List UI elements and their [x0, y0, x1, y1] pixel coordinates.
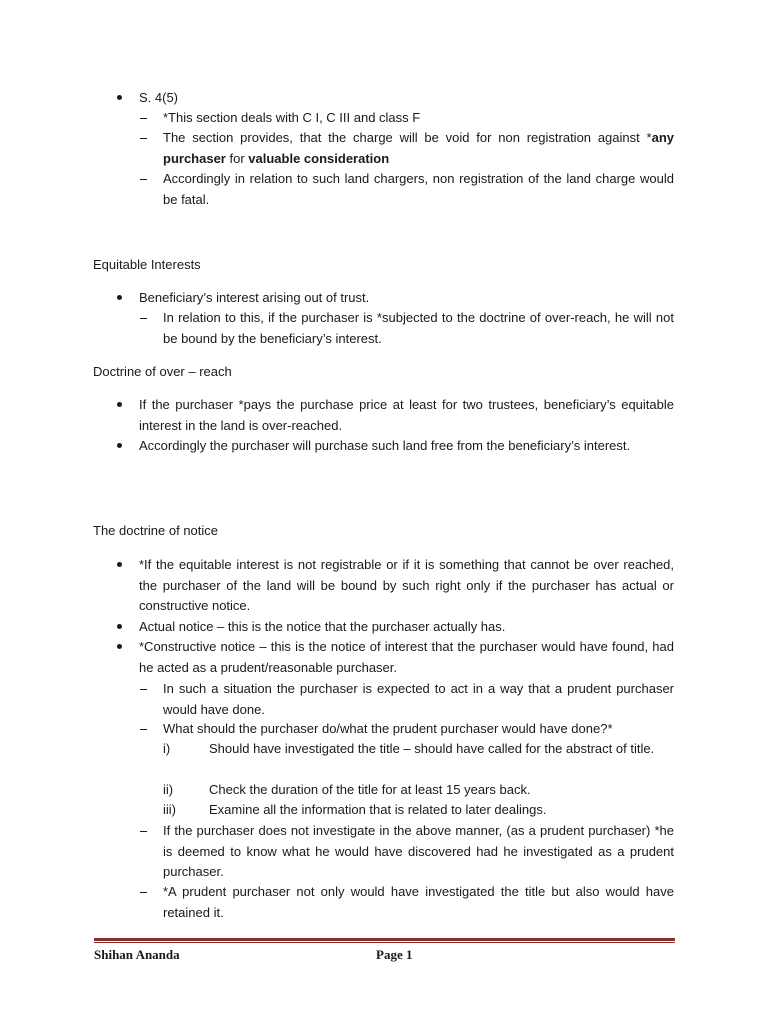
dash-marker [140, 318, 147, 319]
notice-point-3: If the purchaser does not investigate in the above manner, (as a prudent purchaser) *he is deemed to know what he would have discovered had he investigated as a prudent purchaser. [163, 823, 674, 879]
dash-marker [140, 179, 147, 180]
roman-item-1: Should have investigated the title – should have called for the abstract of title. [209, 741, 655, 756]
bullet-marker [117, 443, 122, 448]
heading-doctrine-over-reach: Doctrine of over – reach [93, 364, 232, 379]
equitable-point-1: In relation to this, if the purchaser is *subjected to the doctrine of over-reach, he will not be bound by the beneficiary’s interest. [163, 310, 674, 346]
roman-numeral-2: ii) [163, 782, 174, 797]
bullet-marker [117, 624, 122, 629]
dash-marker [140, 892, 147, 893]
s45-point-1: *This section deals with C I, C III and class F [163, 110, 421, 125]
roman-numeral-3: iii) [163, 802, 176, 817]
notice-point-2: What should the purchaser do/what the prudent purchaser would have done?* [163, 721, 613, 736]
s45-point-3: Accordingly in relation to such land chargers, non registration of the land charge would be fatal. [163, 171, 674, 207]
over-reach-bullet-1: If the purchaser *pays the purchase price at least for two trustees, beneficiary’s equitable interest in the land is over-reached. [139, 397, 674, 433]
footer-page-number: Page 1 [376, 947, 413, 962]
footer-author: Shihan Ananda [94, 947, 180, 962]
s45-point-2-bold-any-purchaser: any purchaser [163, 130, 674, 166]
s45-point-2-bold-valuable-consideration: valuable consideration [248, 150, 390, 166]
notice-point-1: In such a situation the purchaser is expected to act in a way that a prudent purchaser would have done. [163, 681, 674, 717]
s45-point-2-text-c: for [225, 150, 249, 166]
dash-marker [140, 118, 147, 119]
section-title-s45: S. 4(5) [139, 90, 179, 105]
notice-bullet-2: Actual notice – this is the notice that the purchaser actually has. [139, 619, 506, 634]
footer-rule-thick [94, 938, 675, 941]
notice-bullet-3: *Constructive notice – this is the notice of interest that the purchaser would have found, had he acted as a prudent/reasonable purchaser. [139, 639, 674, 675]
heading-equitable-interests: Equitable Interests [93, 257, 201, 272]
over-reach-bullet-2: Accordingly the purchaser will purchase such land free from the beneficiary’s interest. [139, 438, 631, 453]
heading-doctrine-of-notice: The doctrine of notice [93, 523, 219, 538]
bullet-marker [117, 95, 122, 100]
notice-bullet-1: *If the equitable interest is not registrable or if it is something that cannot be over reached, the purchaser of the land will be bound by such right only if the purchaser has actual or constructive notice. [139, 557, 674, 613]
bullet-marker [117, 644, 122, 649]
roman-numeral-1: i) [163, 741, 171, 756]
dash-marker [140, 689, 147, 690]
footer-rule-thin [94, 942, 675, 943]
dash-marker [140, 729, 147, 730]
s45-point-2-text-a: The section provides, that the charge will be void for non registration against * [163, 130, 652, 145]
dash-marker [140, 831, 147, 832]
bullet-marker [117, 295, 122, 300]
roman-item-2: Check the duration of the title for at least 15 years back. [209, 782, 531, 797]
dash-marker [140, 138, 147, 139]
s45-point-2 [163, 128, 674, 169]
bullet-marker [117, 402, 122, 407]
roman-item-3: Examine all the information that is related to later dealings. [209, 802, 547, 817]
notice-point-4: *A prudent purchaser not only would have investigated the title but also would have retained it. [163, 884, 674, 920]
bullet-marker [117, 562, 122, 567]
equitable-bullet-1: Beneficiary’s interest arising out of trust. [139, 290, 370, 305]
